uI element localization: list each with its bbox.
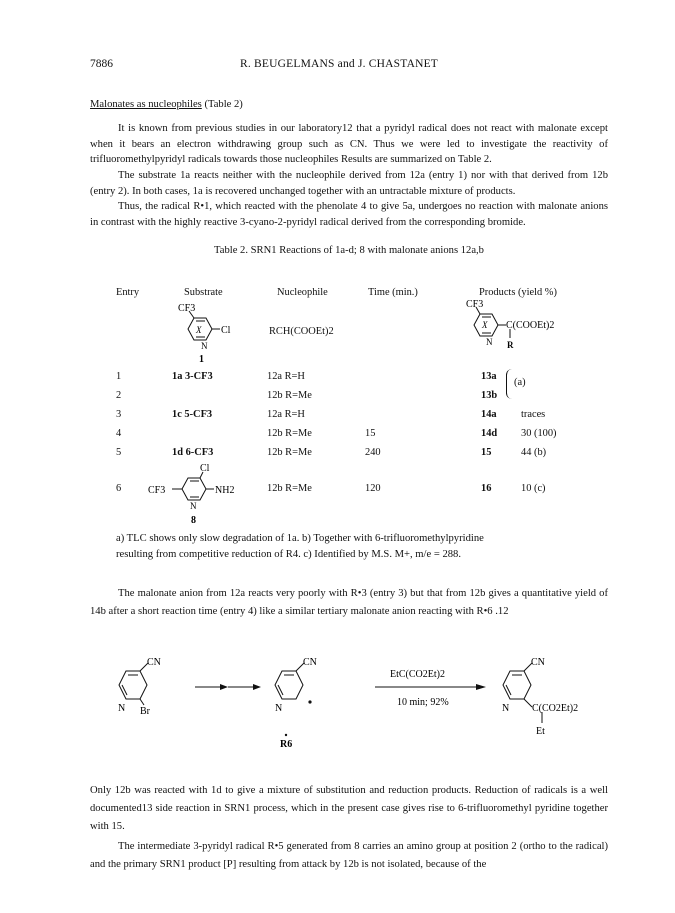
table-row — [116, 424, 581, 443]
table-caption: Table 2. SRN1 Reactions of 1a-d; 8 with malonate anions 12a,b — [214, 245, 484, 256]
table-header-substrate: Substrate — [184, 287, 223, 298]
paragraph-3: Thus, the radical R•1, which reacted with the phenolate 4 to give 5a, undergoes no reaction with malonate anions in contrast with the highly reactive 3-cyano-2-pyridyl radical derived from the corresponding bromide. — [90, 201, 608, 228]
row-nucleophile: 12b R=Me — [267, 390, 312, 401]
product-group-label: C(COOEt)2 — [506, 320, 555, 331]
section-heading-title: Malonates as nucleophiles — [90, 99, 202, 110]
table-footnote-line-2: resulting from competitive reduction of R4. c) Identified by M.S. M+, m/e = 288. — [116, 549, 462, 560]
scheme-conditions: 10 min; 92% — [397, 697, 449, 708]
radical-compound-label: R6 — [280, 739, 293, 750]
row-time — [365, 367, 481, 386]
radical-dot — [308, 700, 311, 703]
row-yield — [521, 386, 581, 405]
product-group-label-scheme: C(CO2Et)2 — [532, 703, 579, 714]
product-r-label: R — [507, 340, 514, 350]
paragraph-5: Only 12b was reacted with 1d to give a mixture of substitution and reduction products. Reduction of radicals is a well documented13 side reaction in SRN1 process, which in the present case gives rise to 6-trifluoromethyl pyridine together with 15. — [90, 785, 608, 832]
row-substrate — [172, 386, 267, 405]
row-nucleophile: 12a R=H — [267, 371, 305, 382]
table-row — [116, 405, 581, 424]
row-entry: 6 — [116, 482, 122, 494]
row-yield: 10 (c) — [521, 482, 546, 494]
row-product: 14a — [481, 409, 497, 420]
row-substrate: 1c 5-CF3 — [172, 409, 213, 420]
row-yield: 44 (b) — [521, 447, 547, 458]
table-header-nucleophile: Nucleophile — [277, 287, 328, 298]
row-yield: traces — [521, 409, 546, 420]
row-entry: 2 — [116, 390, 122, 401]
brace-note: (a) — [514, 377, 526, 388]
product-structure — [462, 296, 582, 358]
row-product: 13b — [481, 390, 498, 401]
product-x-label: X — [482, 320, 488, 330]
compound-8-n-label: N — [190, 501, 197, 511]
substrate-n-label: N — [201, 341, 208, 351]
row-product: 16 — [481, 482, 492, 494]
product-cn-label: CN — [531, 657, 545, 668]
compound-8-cl-label: Cl — [200, 463, 210, 474]
row-substrate — [172, 424, 267, 443]
paragraph-4: The malonate anion from 12a reacts very poorly with R•3 (entry 3) but that from 12b gives a quantitative yield of 14b after a short reaction time (entry 4) like a similar tertiary malonate anion reacting with R•6 .12 — [90, 588, 608, 617]
nucleophile-formula: RCH(COOEt)2 — [269, 326, 334, 337]
paragraph-6: The intermediate 3-pyridyl radical R•5 generated from 8 carries an amino group at position 2 (ortho to the radical) and the primary SRN1 product [P] resulting from attack by 12b is not isolated, because of the — [90, 841, 608, 870]
product-cf3-label: CF3 — [466, 299, 484, 310]
scheme-reagent: EtC(CO2Et)2 — [390, 669, 445, 680]
radical-n-label: N — [275, 703, 283, 714]
table-row — [116, 443, 581, 462]
running-head: R. BEUGELMANS and J. CHASTANET — [240, 58, 439, 70]
table-footnote-line-1: a) TLC shows only slow degradation of 1a. b) Together with 6-trifluoromethylpyridine — [116, 533, 484, 544]
section-heading — [90, 97, 243, 113]
row-entry: 5 — [116, 447, 122, 458]
row-nucleophile: 12b R=Me — [267, 447, 312, 458]
paragraph-2: The substrate 1a reacts neither with the nucleophile derived from 12a (entry 1) nor with that derived from 12b (entry 2). In both cases, 1a is recovered unchanged together with an untractable mixture of products. — [90, 170, 608, 197]
compound-8-number: 8 — [191, 515, 196, 524]
row-time — [365, 405, 481, 424]
row-substrate: 1d 6-CF3 — [172, 447, 214, 458]
start-br-label: Br — [140, 706, 150, 717]
row-substrate: 1a 3-CF3 — [172, 371, 213, 382]
row-product: 15 — [481, 447, 492, 458]
radical-cn-label: CN — [303, 657, 317, 668]
row-nucleophile: 12a R=H — [267, 409, 305, 420]
substrate-compound-number: 1 — [199, 354, 204, 364]
row-yield: 30 (100) — [521, 428, 557, 439]
row-product: 13a — [481, 371, 497, 382]
substrate-cl-label: Cl — [221, 325, 231, 336]
reaction-scheme — [100, 655, 620, 765]
row-time — [365, 386, 481, 405]
substrate-structure — [172, 302, 252, 364]
product-et-label: Et — [536, 726, 545, 737]
paragraph-1: It is known from previous studies in our laboratory12 that a pyridyl radical does not react with malonate except when it bears an electron withdrawing group such as CN. Thus we were led to investigate the reactivity of trifluoromethylpyridyl radicals towards those nucleophiles Results are summarized on Table 2. — [90, 123, 608, 166]
row-entry: 3 — [116, 409, 122, 420]
compound-8-cf3-label: CF3 — [148, 485, 166, 496]
row-entry: 4 — [116, 428, 122, 439]
row-yield — [521, 367, 581, 386]
table-header-time: Time (min.) — [368, 287, 418, 298]
row-product: 14d — [481, 428, 498, 439]
products-brace — [506, 369, 514, 399]
row-time: 240 — [365, 447, 381, 458]
row-entry: 1 — [116, 371, 122, 382]
compound-8-nh2-label: NH2 — [215, 485, 235, 496]
substrate-cf3-label: CF3 — [178, 303, 196, 314]
row-time: 120 — [365, 482, 381, 494]
table-header-entry: Entry — [116, 287, 140, 298]
product-n-label-scheme: N — [502, 703, 510, 714]
table-header-products: Products (yield %) — [479, 287, 557, 298]
row-nucleophile: 12b R=Me — [267, 428, 312, 439]
start-cn-label: CN — [147, 657, 161, 668]
section-heading-suffix: (Table 2) — [201, 99, 243, 110]
row-nucleophile: 12b R=Me — [267, 482, 312, 494]
product-n-label: N — [486, 337, 493, 347]
page-number: 7886 — [90, 58, 113, 70]
start-n-label: N — [118, 703, 126, 714]
substrate-x-label: X — [196, 325, 202, 335]
radical-label-dot — [285, 734, 287, 736]
row-time: 15 — [365, 428, 376, 439]
compound-8-structure — [144, 462, 254, 524]
